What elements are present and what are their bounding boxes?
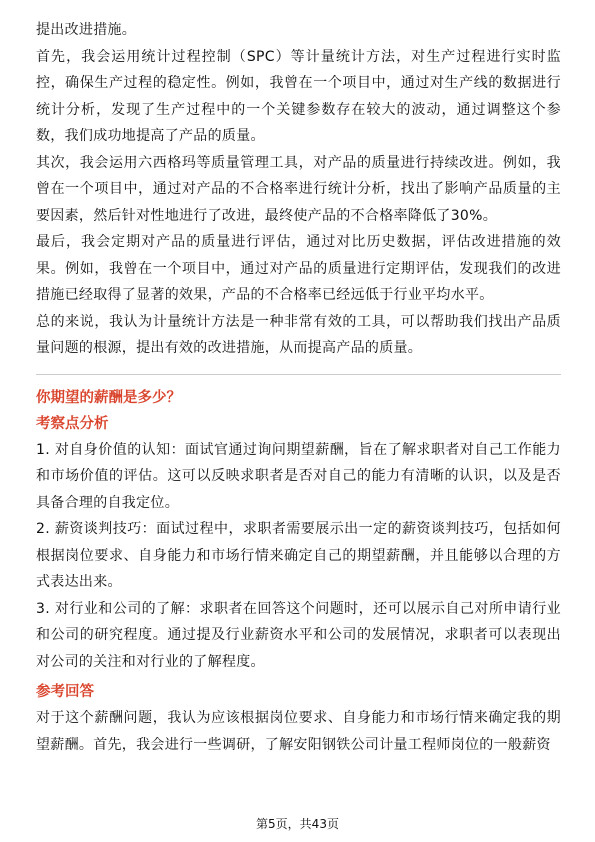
analysis-heading: 考察点分析 — [36, 415, 109, 432]
paragraph: 其次，我会运用六西格玛等质量管理工具，对产品的质量进行持续改进。例如，我曾在一个项目中，通过对产品的不合格率进行统计分析，找出了影响产品质量的主要因素，然后针对性地进行了改进，最终使产品的不合格率降低了30%。 — [36, 154, 561, 224]
analysis-point: 2. 薪资谈判技巧：面试过程中，求职者需要展示出一定的薪资谈判技巧，包括如何根据岗位要求、自身能力和市场行情来确定自己的期望薪酬，并且能够以合理的方式表达出来。 — [36, 521, 561, 590]
answer-paragraph: 对于这个薪酬问题，我认为应该根据岗位要求、自身能力和市场行情来确定我的期望薪酬。首先，我会进行一些调研，了解安阳钢铁公司计量工程师岗位的一般薪资 — [36, 710, 561, 753]
answer-heading: 参考回答 — [36, 684, 94, 700]
page-footer: 第5页，共43页 — [256, 817, 339, 831]
paragraph: 最后，我会定期对产品的质量进行评估，通过对比历史数据，评估改进措施的效果。例如，我曾在一个项目中，通过对产品的质量进行定期评估，发现我们的改进措施已经取得了显著的效果，产品的不合格率已经远低于行业平均水平。 — [36, 234, 561, 303]
paragraph: 提出改进措施。 — [36, 22, 137, 38]
paragraph: 总的来说，我认为计量统计方法是一种非常有效的工具，可以帮助我们找出产品质量问题的根源，提出有效的改进措施，从而提高产品的质量。 — [36, 313, 561, 356]
question-heading: 你期望的薪酬是多少？ — [36, 389, 181, 406]
page-content — [36, 17, 561, 758]
paragraph: 首先，我会运用统计过程控制（SPC）等计量统计方法，对生产过程进行实时监控，确保生产过程的稳定性。例如，我曾在一个项目中，通过对生产线的数据进行统计分析，发现了生产过程中的一个关键参数存在较大的波动，通过调整这个参数，我们成功地提高了产品的质量。 — [36, 48, 561, 144]
analysis-point: 3. 对行业和公司的了解：求职者在回答这个问题时，还可以展示自己对所申请行业和公司的研究程度。通过提及行业薪资水平和公司的发展情况，求职者可以表现出对公司的关注和对行业的了解程度。 — [36, 600, 561, 670]
section-divider — [36, 374, 561, 375]
analysis-point: 1. 对自身价值的认知：面试官通过询问期望薪酬，旨在了解求职者对自己工作能力和市场价值的评估。这可以反映求职者是否对自己的能力有清晰的认识，以及是否具备合理的自我定位。 — [36, 441, 561, 511]
